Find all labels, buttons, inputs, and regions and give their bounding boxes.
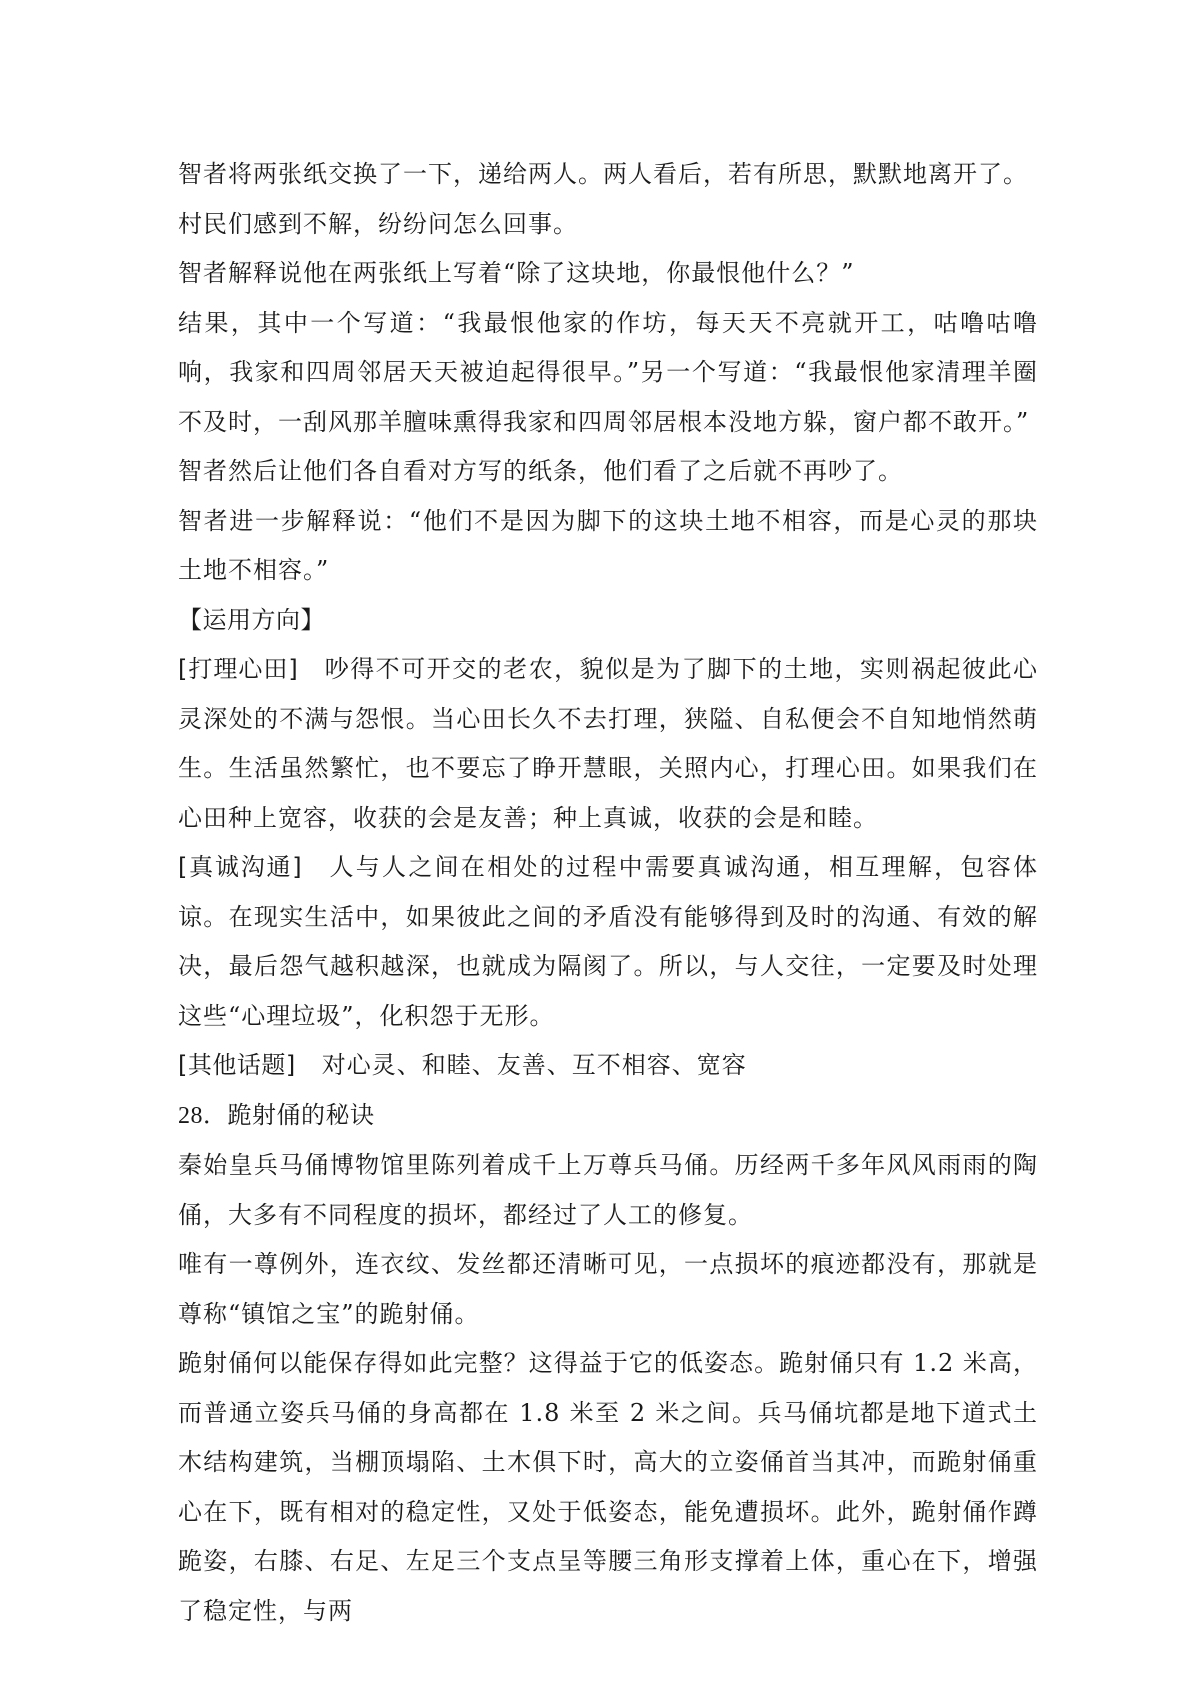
story-paragraph-2: 村民们感到不解，纷纷问怎么回事。 (178, 209, 578, 238)
application-text: 人与人之间在相处的过程中需要真诚沟通，相互理解，包容体谅。在现实生活中，如果彼此之间的矛盾没有能够得到及时的沟通、有效的解决，最后怨气越积越深，也就成为隔阂了。所以，与人交往，一定要及时处理这些“心理垃圾”，化积怨于无形。 (178, 853, 1039, 1030)
section-title: 跪射俑的秘诀 (227, 1100, 375, 1129)
story-paragraph-5: 智者然后让他们各自看对方写的纸条，他们看了之后就不再吵了。 (178, 457, 903, 485)
application-text: 吵得不可开交的老农，貌似是为了脚下的土地，实则祸起彼此心灵深处的不满与怨恨。当心田长久不去打理，狭隘、自私便会不自知地悄然萌生。生活虽然繁忙，也不要忘了睁开慧眼，关照内心，打理心田。如果我们在心田种上宽容，收获的会是友善；种上真诚，收获的会是和睦。 (178, 655, 1039, 832)
application-item-tend-heart (178, 645, 1038, 843)
section-heading (178, 1091, 1038, 1142)
story-paragraph-3: 智者解释说他在两张纸上写着“除了这块地，你最恨他什么？” (178, 259, 855, 287)
application-text: 对心灵、和睦、友善、互不相容、宽容 (321, 1051, 747, 1079)
application-tag: [打理心田] (178, 655, 299, 683)
section-paragraph-3: 跪射俑何以能保存得如此完整？这得益于它的低姿态。跪射俑只有 1.2 米高，而普通立姿兵马俑的身高都在 1.8 米至 2 米之间。兵马俑坑都是地下道式土木结构建筑，当棚顶塌陷、土木俱下时，高大的立姿俑首当其冲，而跪射俑重心在下，既有相对的稳定性，又处于低姿态，能免遭损坏。此外，跪射俑作蹲跪姿，右膝、右足、左足三个支点呈等腰三角形支撑着上体，重心在下，增强了稳定性，与两 (178, 1349, 1038, 1625)
application-item-other-topics (178, 1041, 1038, 1091)
story-paragraph-1: 智者将两张纸交换了一下，递给两人。两人看后，若有所思，默默地离开了。 (178, 160, 1028, 188)
application-item-sincere-communication (178, 843, 1038, 1041)
application-tag: [其他话题] (178, 1051, 296, 1079)
story-paragraph-6: 智者进一步解释说：“他们不是因为脚下的这块土地不相容，而是心灵的那块土地不相容。” (178, 506, 1038, 584)
story-paragraph-4: 结果，其中一个写道：“我最恨他家的作坊，每天天不亮就开工，咕噜咕噜响，我家和四周邻居天天被迫起得很早。”另一个写道：“我最恨他家清理羊圈不及时，一刮风那羊膻味熏得我家和四周邻居根本没地方躲，窗户都不敢开。” (178, 308, 1038, 436)
section-paragraph-2: 唯有一尊例外，连衣纹、发丝都还清晰可见，一点损坏的痕迹都没有，那就是尊称“镇馆之宝”的跪射俑。 (178, 1250, 1038, 1328)
application-tag: [真诚沟通] (178, 853, 303, 881)
document-page (178, 150, 1038, 1636)
section-paragraph-1: 秦始皇兵马俑博物馆里陈列着成千上万尊兵马俑。历经两千多年风风雨雨的陶俑，大多有不同程度的损坏，都经过了人工的修复。 (178, 1151, 1038, 1229)
application-heading: 【运用方向】 (178, 605, 325, 634)
section-number: 28． (178, 1102, 228, 1129)
